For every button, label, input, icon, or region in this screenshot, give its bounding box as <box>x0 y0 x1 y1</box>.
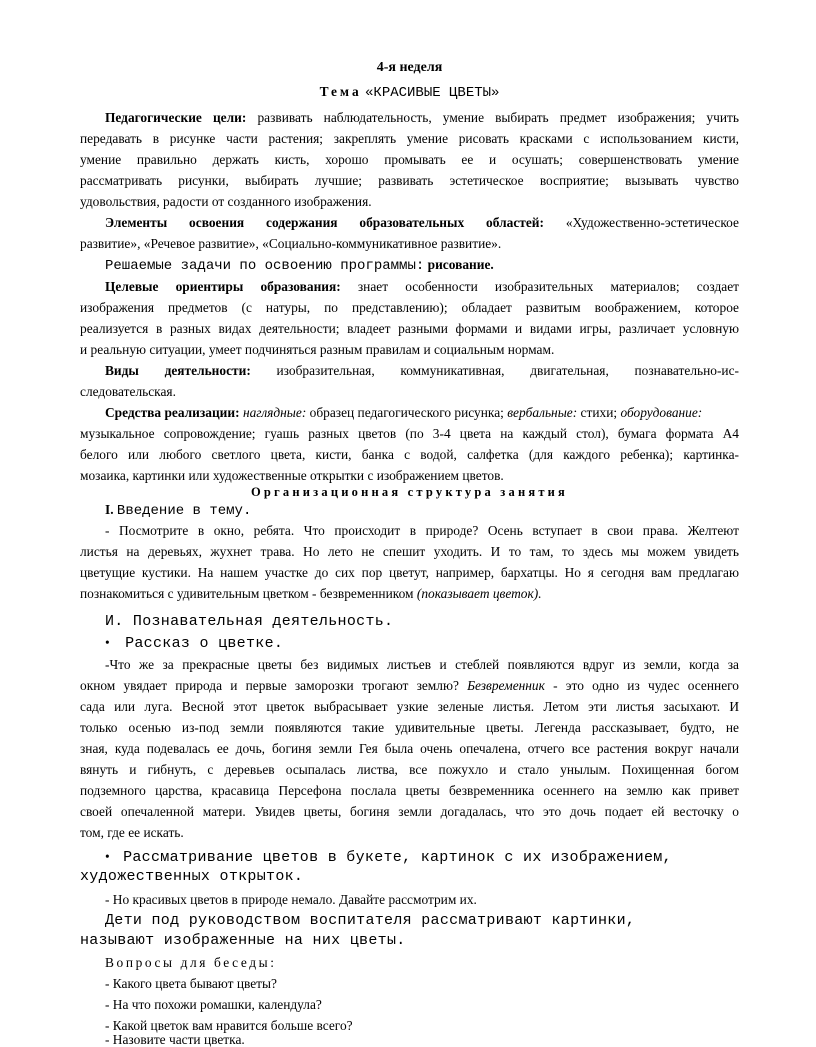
kids-line-2: называют изображенные на них цветы. <box>80 932 406 949</box>
story-line-7: подземного царства, красавица Персефона послала цветы безвременника осеннего на землю как привет <box>80 783 739 798</box>
means-verbal-label: вербальные: <box>507 405 578 420</box>
targets-line-4: и реальную ситуации, умеет подчиняться разным правилам и социальным нормам. <box>80 342 555 357</box>
structure-title: Организационная структура занятия <box>250 485 569 499</box>
intro-line-2: листья на деревьях, жухнет трава. Но лето не спешит уходить. И то там, то здесь мы можем увидеть <box>80 544 739 559</box>
cognitive-title: И. Познавательная деятельность. <box>105 613 394 630</box>
elements-line-1 <box>105 213 739 233</box>
story-text-2-end: - это одно из чудес осеннего <box>553 678 739 693</box>
intro-note: (показывает цветок). <box>416 586 542 601</box>
activities-line-2: следовательская. <box>80 384 176 399</box>
tasks-value: рисование. <box>427 257 494 272</box>
elements-line-2: развитие», «Речевое развитие», «Социально-коммуникативное развитие». <box>80 236 502 251</box>
intro-heading <box>105 500 764 521</box>
story-line-3: сада или луга. Весной этот цветок выбрасывает узкие зеленые листья. Летом эти листья засыхают. И <box>80 699 739 714</box>
intro-line-1: - Посмотрите в окно, ребята. Что происходит в природе? Осень вступает в свои права. Желтеют <box>105 523 739 538</box>
view-bullet: • <box>105 849 110 864</box>
goals-text-1: развивать наблюдательность, умение выбирать предмет изображения; учить <box>257 110 739 125</box>
targets-text-1: знает особенности изобразительных материалов; создает <box>357 279 739 294</box>
question-3: - Какой цветок вам нравится больше всего? <box>105 1018 353 1033</box>
goals-line-5: удовольствия, радости от созданного изображения. <box>80 194 372 209</box>
means-line-2: музыкальное сопровождение; гуашь разных цветов (по 3-4 цвета на каждый стол), бумага формата А4 <box>80 426 739 441</box>
intro-title: Введение в тему. <box>116 503 252 519</box>
story-bullet: • <box>105 635 110 650</box>
story-line-1: -Что же за прекрасные цветы без видимых листьев и стеблей появляются вдруг из земли, когда за <box>105 657 739 672</box>
questions-title: Вопросы для беседы: <box>105 955 277 970</box>
story-line-5: зная, куда подевалась ее дочь, богиня земли Гея была очень опечалена, отчего все растения вокруг начали <box>80 741 739 756</box>
means-line-4: мозаика, картинки или художественные открытки с изображением цветов. <box>80 468 504 483</box>
tasks-line <box>105 255 764 276</box>
goals-label: Педагогические цели: <box>105 110 247 125</box>
elements-text-1: «Художественно-эстетическое <box>565 215 739 230</box>
activities-label: Виды деятельности: <box>105 363 251 378</box>
view-heading-1 <box>105 847 739 868</box>
means-label: Средства реализации: <box>105 405 240 420</box>
activities-text-1: изобразительная, коммуникативная, двигательная, познавательно-ис- <box>276 363 739 378</box>
story-line-8: своей опечаленной матери. Увидев цветы, богиня земли догадалась, что это дочь подает ей весточку о <box>80 804 739 819</box>
question-4: - Назовите части цветка. <box>105 1032 245 1047</box>
elements-label: Элементы освоения содержания образовательных областей: <box>105 215 544 230</box>
topic-line <box>80 82 739 103</box>
means-equipment-label: оборудование: <box>620 405 703 420</box>
means-verbal: стихи; <box>580 405 618 420</box>
topic-title: «КРАСИВЫЕ ЦВЕТЫ» <box>365 85 500 101</box>
goals-line-4: рассматривать рисунки, выбирать лучшие; развивать эстетическое восприятие; вызывать чувство <box>80 173 739 188</box>
activities-line-1 <box>105 361 739 381</box>
story-line-4: только осенью из-под земли появляются такие удивительные цветы. Легенда рассказывает, будто, не <box>80 720 739 735</box>
targets-line-3: реализуется в разных видах деятельности; владеет разными формами и видами игры, различает условную <box>80 321 739 336</box>
means-visual-label: наглядные: <box>242 405 307 420</box>
story-line-9: том, где ее искать. <box>80 825 184 840</box>
means-line-1 <box>105 403 739 423</box>
topic-label: Тема <box>319 84 362 99</box>
story-heading <box>105 633 764 654</box>
tasks-label: Решаемые задачи по освоению программы: <box>105 258 425 274</box>
week-title: 4-я неделя <box>376 60 443 75</box>
question-2: - На что похожи ромашки, календула? <box>105 997 322 1012</box>
story-line-2 <box>80 676 739 696</box>
view-text: - Но красивых цветов в природе немало. Давайте рассмотрим их. <box>105 892 477 907</box>
story-line-6: вянуть и гибнуть, с деревьев осыпалась листва, все пожухло и стало унылым. Похищенная богом <box>80 762 739 777</box>
means-line-3: белого или любого светлого цвета, кисти, банка с водой, салфетка (для каждого ребенка); картинка- <box>80 447 739 462</box>
intro-number: I. <box>105 502 114 517</box>
targets-line-2: изображения предметов (с натуры, по представлению); обладает развитым воображением, которое <box>80 300 739 315</box>
question-1: - Какого цвета бывают цветы? <box>105 976 277 991</box>
goals-line-2: передавать в рисунке части растения; закреплять умение рисовать красками с использованием кисти, <box>80 131 739 146</box>
view-title-1: Рассматривание цветов в букете, картинок с их изображением, <box>123 849 672 866</box>
goals-line-3: умение правильно держать кисть, хорошо промывать ее и осушать; совершенствовать умение <box>80 152 739 167</box>
story-flower-name: Безвременник <box>467 678 545 693</box>
means-visual: образец педагогического рисунка; <box>309 405 504 420</box>
kids-line-1: Дети под руководством воспитателя рассматривают картинки, <box>105 912 636 929</box>
goals-line-1 <box>105 108 739 128</box>
targets-label: Целевые ориентиры образования: <box>105 279 341 294</box>
intro-line-4 <box>80 584 739 604</box>
story-title: Рассказ о цветке. <box>125 635 284 652</box>
intro-line-3: цветущие кустики. На нашем участке до сих пор цветут, например, бархатцы. Но я сегодня вам предлагаю <box>80 565 739 580</box>
intro-text-4: познакомиться с удивительным цветком - безвременником <box>80 586 414 601</box>
targets-line-1 <box>105 277 739 297</box>
view-title-2: художественных открыток. <box>80 868 304 885</box>
story-text-2: окном увядает природа и первые заморозки трогают землю? <box>80 678 459 693</box>
